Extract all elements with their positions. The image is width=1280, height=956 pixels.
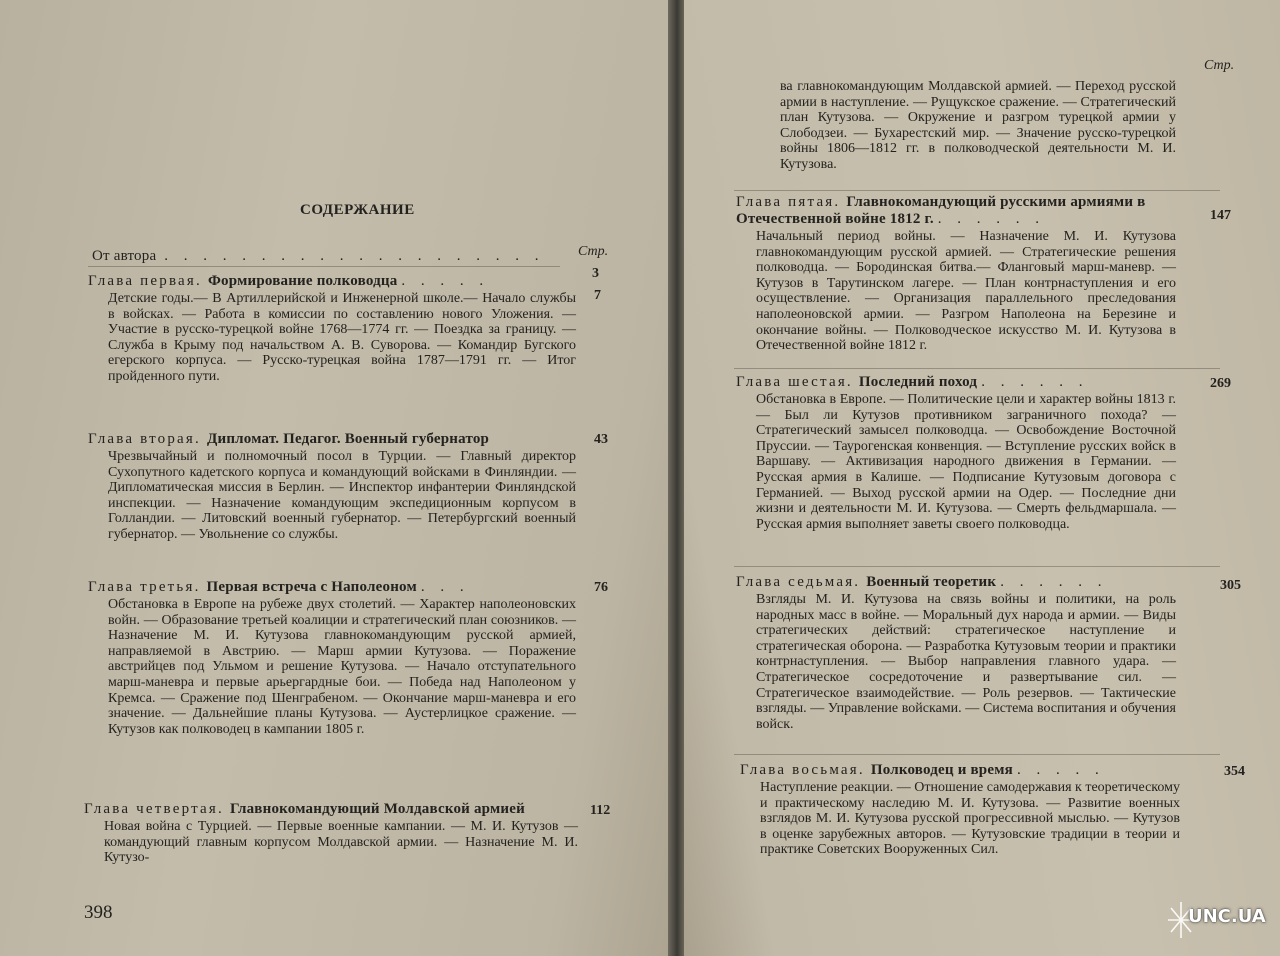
- chapter-kind: Глава вторая.: [88, 431, 201, 447]
- chapter-kind: Глава третья.: [88, 579, 201, 595]
- toc-page-number: 305: [1220, 578, 1241, 593]
- chapter-summary: Детские годы.— В Артиллерийской и Инженерной школе.— Начало службы в войсках. — Работа в комиссии по составлению нового Уложения. — Участие в русско-турецкой войне 1768—1774 гг. — Поездка за границу. — Служба в Крыму под начальством А. В. Суворова. — Командир Бугского егерского корпуса. — Русско-турецкая война 1787—1791 гг. — Итог пройденного пути.: [108, 291, 576, 384]
- toc-page-number: 43: [594, 432, 608, 447]
- chapter-summary: Обстановка в Европе на рубеже двух столетий. — Характер наполеоновских войн. — Образование третьей коалиции и стратегический план союзников. — Назначение М. И. Кутузова главнокомандующим русской армией, направляемой в Австрию. — Марш армии Кутузова. — Поражение австрийцев под Ульмом и решение Кутузова. — Начало отступательного марш-маневра и первые арьергардные бои. — Победа над Наполеоном у Кремса. — Сражение под Шенграбеном. — Окончание марш-маневра и его значение. — Дальнейшие планы Кутузова. — Аустерлицкое сражение. — Кутузов как полководец в кампании 1805 г.: [108, 597, 576, 737]
- site-watermark: [1166, 896, 1278, 946]
- page-column-label: Стр.: [578, 244, 609, 259]
- toc-entry-chapter-8: [740, 762, 1180, 858]
- toc-entry-chapter-1: [88, 273, 576, 385]
- chapter-kind: Глава четвертая.: [84, 801, 224, 817]
- toc-entry-chapter-4: [84, 801, 578, 866]
- chapter-kind: Глава первая.: [88, 273, 202, 289]
- chapter-title: Главнокомандующий русскими армиями в Отечественной войне 1812 г.: [736, 194, 1146, 227]
- chapter-summary: Чрезвычайный и полномочный посол в Турции. — Главный директор Сухопутного кадетского корпуса и командующий войсками в Финляндии. — Дипломатическая миссия в Берлин. — Инспектор инфантерии Финляндской инспекции. — Назначение командующим экспедиционным корпусом в Голландии. — Литовский военный губернатор. — Петербургский военный губернатор. — Увольнение со службы.: [108, 449, 576, 542]
- chapter-title: Последний поход: [858, 374, 978, 390]
- leader-dots: . . . . . .: [981, 374, 1089, 390]
- chapter-kind: Глава восьмая.: [740, 762, 865, 778]
- leader-dots: . . . . .: [401, 273, 490, 289]
- page-folio-number: 398: [84, 902, 113, 923]
- toc-entry-author: [92, 248, 562, 265]
- toc-rule: [734, 190, 1220, 191]
- chapter-summary: Начальный период войны. — Назначение М. И. Кутузова главнокомандующим русской армией. — Стратегические решения полководца. — Бородинская битва.— Фланговый марш-маневр. — Кутузов в Тарутинском лагере. — План контрнаступления и его осуществление. — Организация параллельного преследования наполеоновской армии. — Разгром Наполеона на Березине и окончание войны. — Полководческое искусство М. И. Кутузова в Отечественной войне 1812 г.: [756, 229, 1176, 354]
- chapter-title: Главнокомандующий Молдавской армией: [229, 801, 525, 817]
- toc-rule: [88, 266, 560, 267]
- toc-page-number: 269: [1210, 376, 1231, 391]
- toc-entry-chapter-2: [88, 431, 576, 543]
- page-column-label: Стр.: [1204, 58, 1235, 73]
- toc-title: СОДЕРЖАНИЕ: [300, 202, 415, 218]
- toc-rule: [734, 566, 1220, 567]
- chapter-summary: Новая война с Турцией. — Первые военные кампании. — М. И. Кутузов — командующий главным корпусом Молдавской армии. — Назначение М. И. Кутузо-: [104, 819, 578, 866]
- chapter-summary-continued: ва главнокомандующим Молдавской армией. — Переход русской армии в наступление. — Рущукское сражение. — Стратегический план Кутузова. — Окружение и разгром турецкой армии у Слободзеи. — Бухарестский мир. — Значение русско-турецкой войны 1806—1812 гг. в полководческой деятельности М. И. Кутузова.: [780, 79, 1176, 172]
- chapter-title: Полководец и время: [870, 762, 1013, 778]
- toc-page-number: 354: [1224, 764, 1245, 779]
- chapter-title: Военный теоретик: [866, 574, 997, 590]
- toc-entry-chapter-3: [88, 579, 576, 737]
- chapter-summary: Обстановка в Европе. — Политические цели и характер войны 1813 г. — Был ли Кутузов противником заграничного похода? — Стратегический замысел полководца. — Освобождение Восточной Пруссии. — Таурогенская конвенция. — Вступление русских войск в Варшаву. — Активизация народного движения в Германии. — Русская армия в Калише. — Подписание Кутузовым договора с Германией. — Выход русской армии на Одер. — Последние дни жизни и деятельности М. И. Кутузова. — Смерть фельдмаршала. — Русская армия выполняет заветы своего полководца.: [756, 392, 1176, 532]
- toc-page-number: 3: [592, 266, 599, 281]
- chapter-kind: Глава седьмая.: [736, 574, 861, 590]
- toc-page-number: 76: [594, 580, 608, 595]
- toc-entry-chapter-6: [736, 374, 1176, 532]
- chapter-kind: Глава шестая.: [736, 374, 853, 390]
- leader-dots: . . . . . .: [1000, 574, 1108, 590]
- right-page: [684, 0, 1280, 956]
- chapter-summary: Наступление реакции. — Отношение самодержавия к теоретическому и практическому наследию М. И. Кутузова. — Развитие военных взглядов М. И. Кутузова русской прогрессивной мыслью. — Кутузов в оценке зарубежных авторов. — Кутузовские традиции в теории и практике Советских Вооруженных Сил.: [760, 780, 1180, 858]
- chapter-summary: Взгляды М. И. Кутузова на связь войны и политики, на роль народных масс в войне. — Моральный дух народа и армии. — Виды стратегических действий: стратегическое наступление и стратегическая оборона. — Разработка Кутузовым теории и практики контрнаступления. — Выбор направления главного удара. — Стратегическое сосредоточение и развертывание сил. — Стратегическое взаимодействие. — Роль резервов. — Тактические взгляды. — Управление войсками. — Система воспитания и обучения войск.: [756, 592, 1176, 732]
- leader-dots: . . . . .: [1016, 762, 1105, 778]
- leader-dots: . . . . . .: [937, 211, 1046, 227]
- watermark-text: UNC.UA: [1188, 906, 1266, 927]
- chapter-title: Первая встреча с Наполеоном: [206, 579, 417, 595]
- toc-page-number: 147: [1210, 208, 1231, 223]
- toc-page-number: 112: [590, 803, 611, 818]
- chapter-kind: Глава пятая.: [736, 194, 841, 210]
- leader-dots: . . . . . . . . . . . . . . . . . . . .: [164, 248, 545, 264]
- toc-continuation: [762, 78, 1176, 173]
- toc-entry-chapter-5: [736, 194, 1176, 354]
- toc-entry-chapter-7: [736, 574, 1176, 732]
- toc-rule: [734, 368, 1220, 369]
- toc-page-number: 7: [594, 288, 601, 303]
- chapter-title: Формирование полководца: [207, 273, 398, 289]
- chapter-title: Дипломат. Педагог. Военный губернатор: [206, 431, 490, 447]
- toc-rule: [734, 754, 1220, 755]
- leader-dots: . . .: [420, 579, 470, 595]
- toc-entry-label: От автора: [92, 248, 157, 264]
